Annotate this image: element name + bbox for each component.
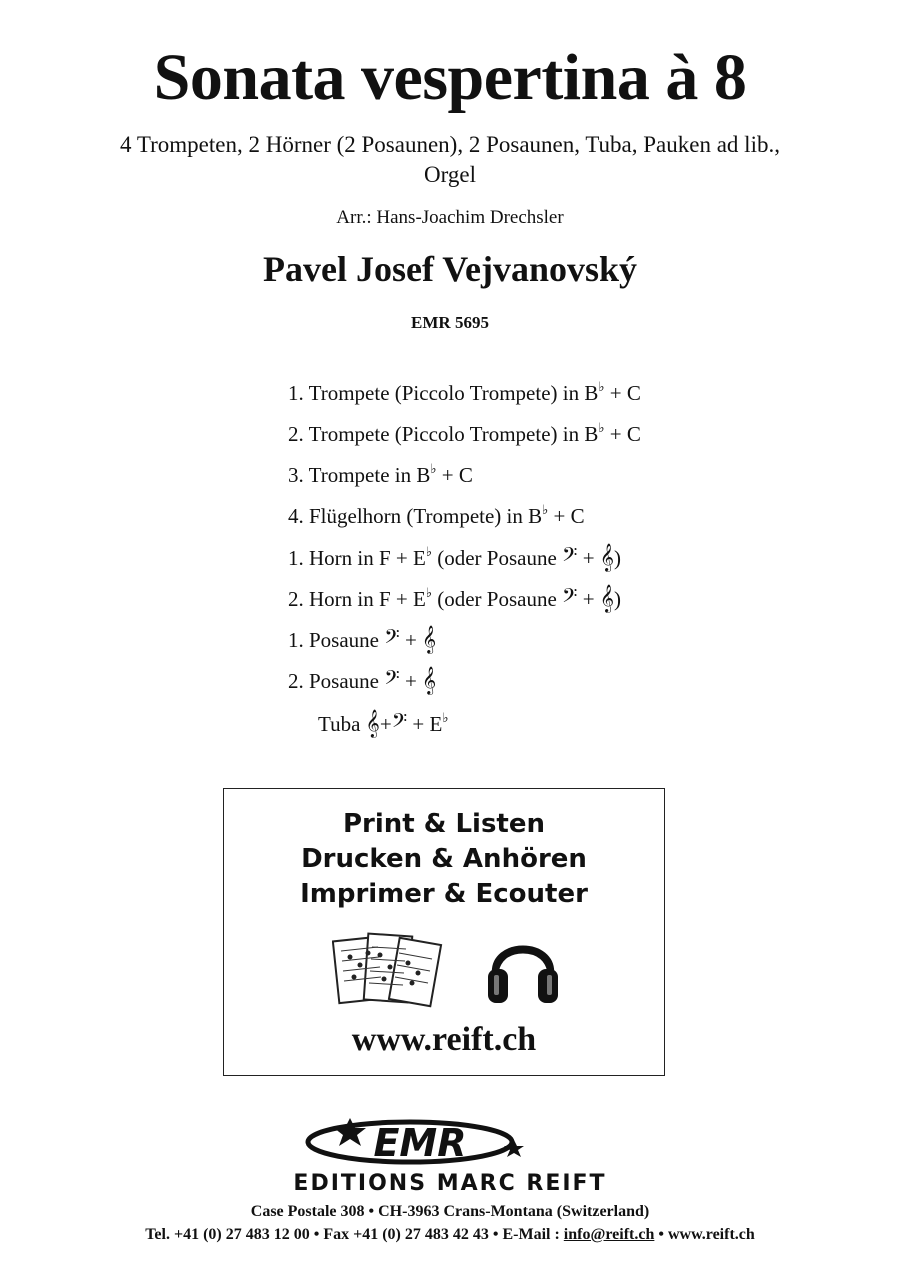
flat-sign: ♭ [425, 585, 432, 600]
part-item: 1. Horn in F + E♭ (oder Posaune 𝄢 + 𝄞) [288, 543, 622, 571]
logo-text: EMR [373, 1121, 467, 1165]
composer-name: Pavel Josef Vejvanovský [262, 249, 637, 289]
bass-clef-icon: 𝄢 [562, 543, 578, 571]
arranger-credit: Arr.: Hans-Joachim Drechsler [336, 207, 564, 228]
part-item: 2. Posaune 𝄢 + 𝄞 [288, 666, 437, 694]
promo-line-english: Print & Listen [342, 809, 546, 839]
bass-clef-icon: 𝄢 [391, 709, 408, 737]
page-title: Sonata vespertina à 8 [153, 41, 747, 114]
promo-line-french: Imprimer & Ecouter [300, 879, 588, 909]
flat-sign: ♭ [542, 502, 549, 517]
bass-clef-icon: 𝄢 [384, 666, 400, 694]
subtitle-line-1: 4 Trompeten, 2 Hörner (2 Posaunen), 2 Posaunen, Tuba, Pauken ad lib., [120, 132, 780, 157]
web-address[interactable]: • www.reift.ch [654, 1226, 755, 1243]
part-item: 4. Flügelhorn (Trompete) in B♭ + C [288, 502, 585, 528]
flat-sign: ♭ [442, 710, 449, 725]
part-item: 3. Trompete in B♭ + C [288, 461, 473, 487]
flat-sign: ♭ [425, 544, 432, 559]
treble-clef-icon: 𝄞 [422, 666, 437, 694]
part-item: 1. Posaune 𝄢 + 𝄞 [288, 625, 437, 653]
contact-line [0, 1224, 900, 1246]
treble-clef-icon: 𝄞 [422, 625, 437, 653]
publisher-name: EDITIONS MARC REIFT [293, 1171, 607, 1196]
headphones-icon [486, 927, 560, 1007]
email-link[interactable]: info@reift.ch [563, 1226, 655, 1243]
bass-clef-icon: 𝄢 [562, 584, 578, 612]
publisher-address: Case Postale 308 • CH-3963 Crans-Montana (Switzerland) [250, 1203, 650, 1220]
flat-sign: ♭ [598, 420, 605, 435]
sheet-music-icon [332, 929, 444, 1011]
treble-clef-icon: 𝄞 [599, 543, 615, 571]
bass-clef-icon: 𝄢 [384, 625, 400, 653]
part-item: Tuba 𝄞+𝄢 + E♭ [318, 709, 449, 737]
print-listen-box [223, 788, 665, 1076]
instrumentation-subtitle [0, 130, 900, 190]
website-link[interactable]: www.reift.ch [351, 1021, 537, 1058]
flat-sign: ♭ [430, 461, 437, 476]
promo-line-german: Drucken & Anhören [301, 844, 587, 874]
flat-sign: ♭ [598, 379, 605, 394]
emr-logo [300, 1112, 540, 1168]
subtitle-line-2: Orgel [424, 162, 476, 187]
part-item: 2. Trompete (Piccolo Trompete) in B♭ + C [288, 420, 641, 446]
catalog-number: EMR 5695 [411, 313, 489, 332]
phone-fax: Tel. +41 (0) 27 483 12 00 • Fax +41 (0) 27 483 42 43 • E-Mail : [145, 1226, 564, 1243]
treble-clef-icon: 𝄞 [599, 584, 615, 612]
treble-clef-icon: 𝄞 [365, 709, 380, 737]
part-item: 2. Horn in F + E♭ (oder Posaune 𝄢 + 𝄞) [288, 584, 622, 612]
part-item: 1. Trompete (Piccolo Trompete) in B♭ + C [288, 379, 641, 405]
